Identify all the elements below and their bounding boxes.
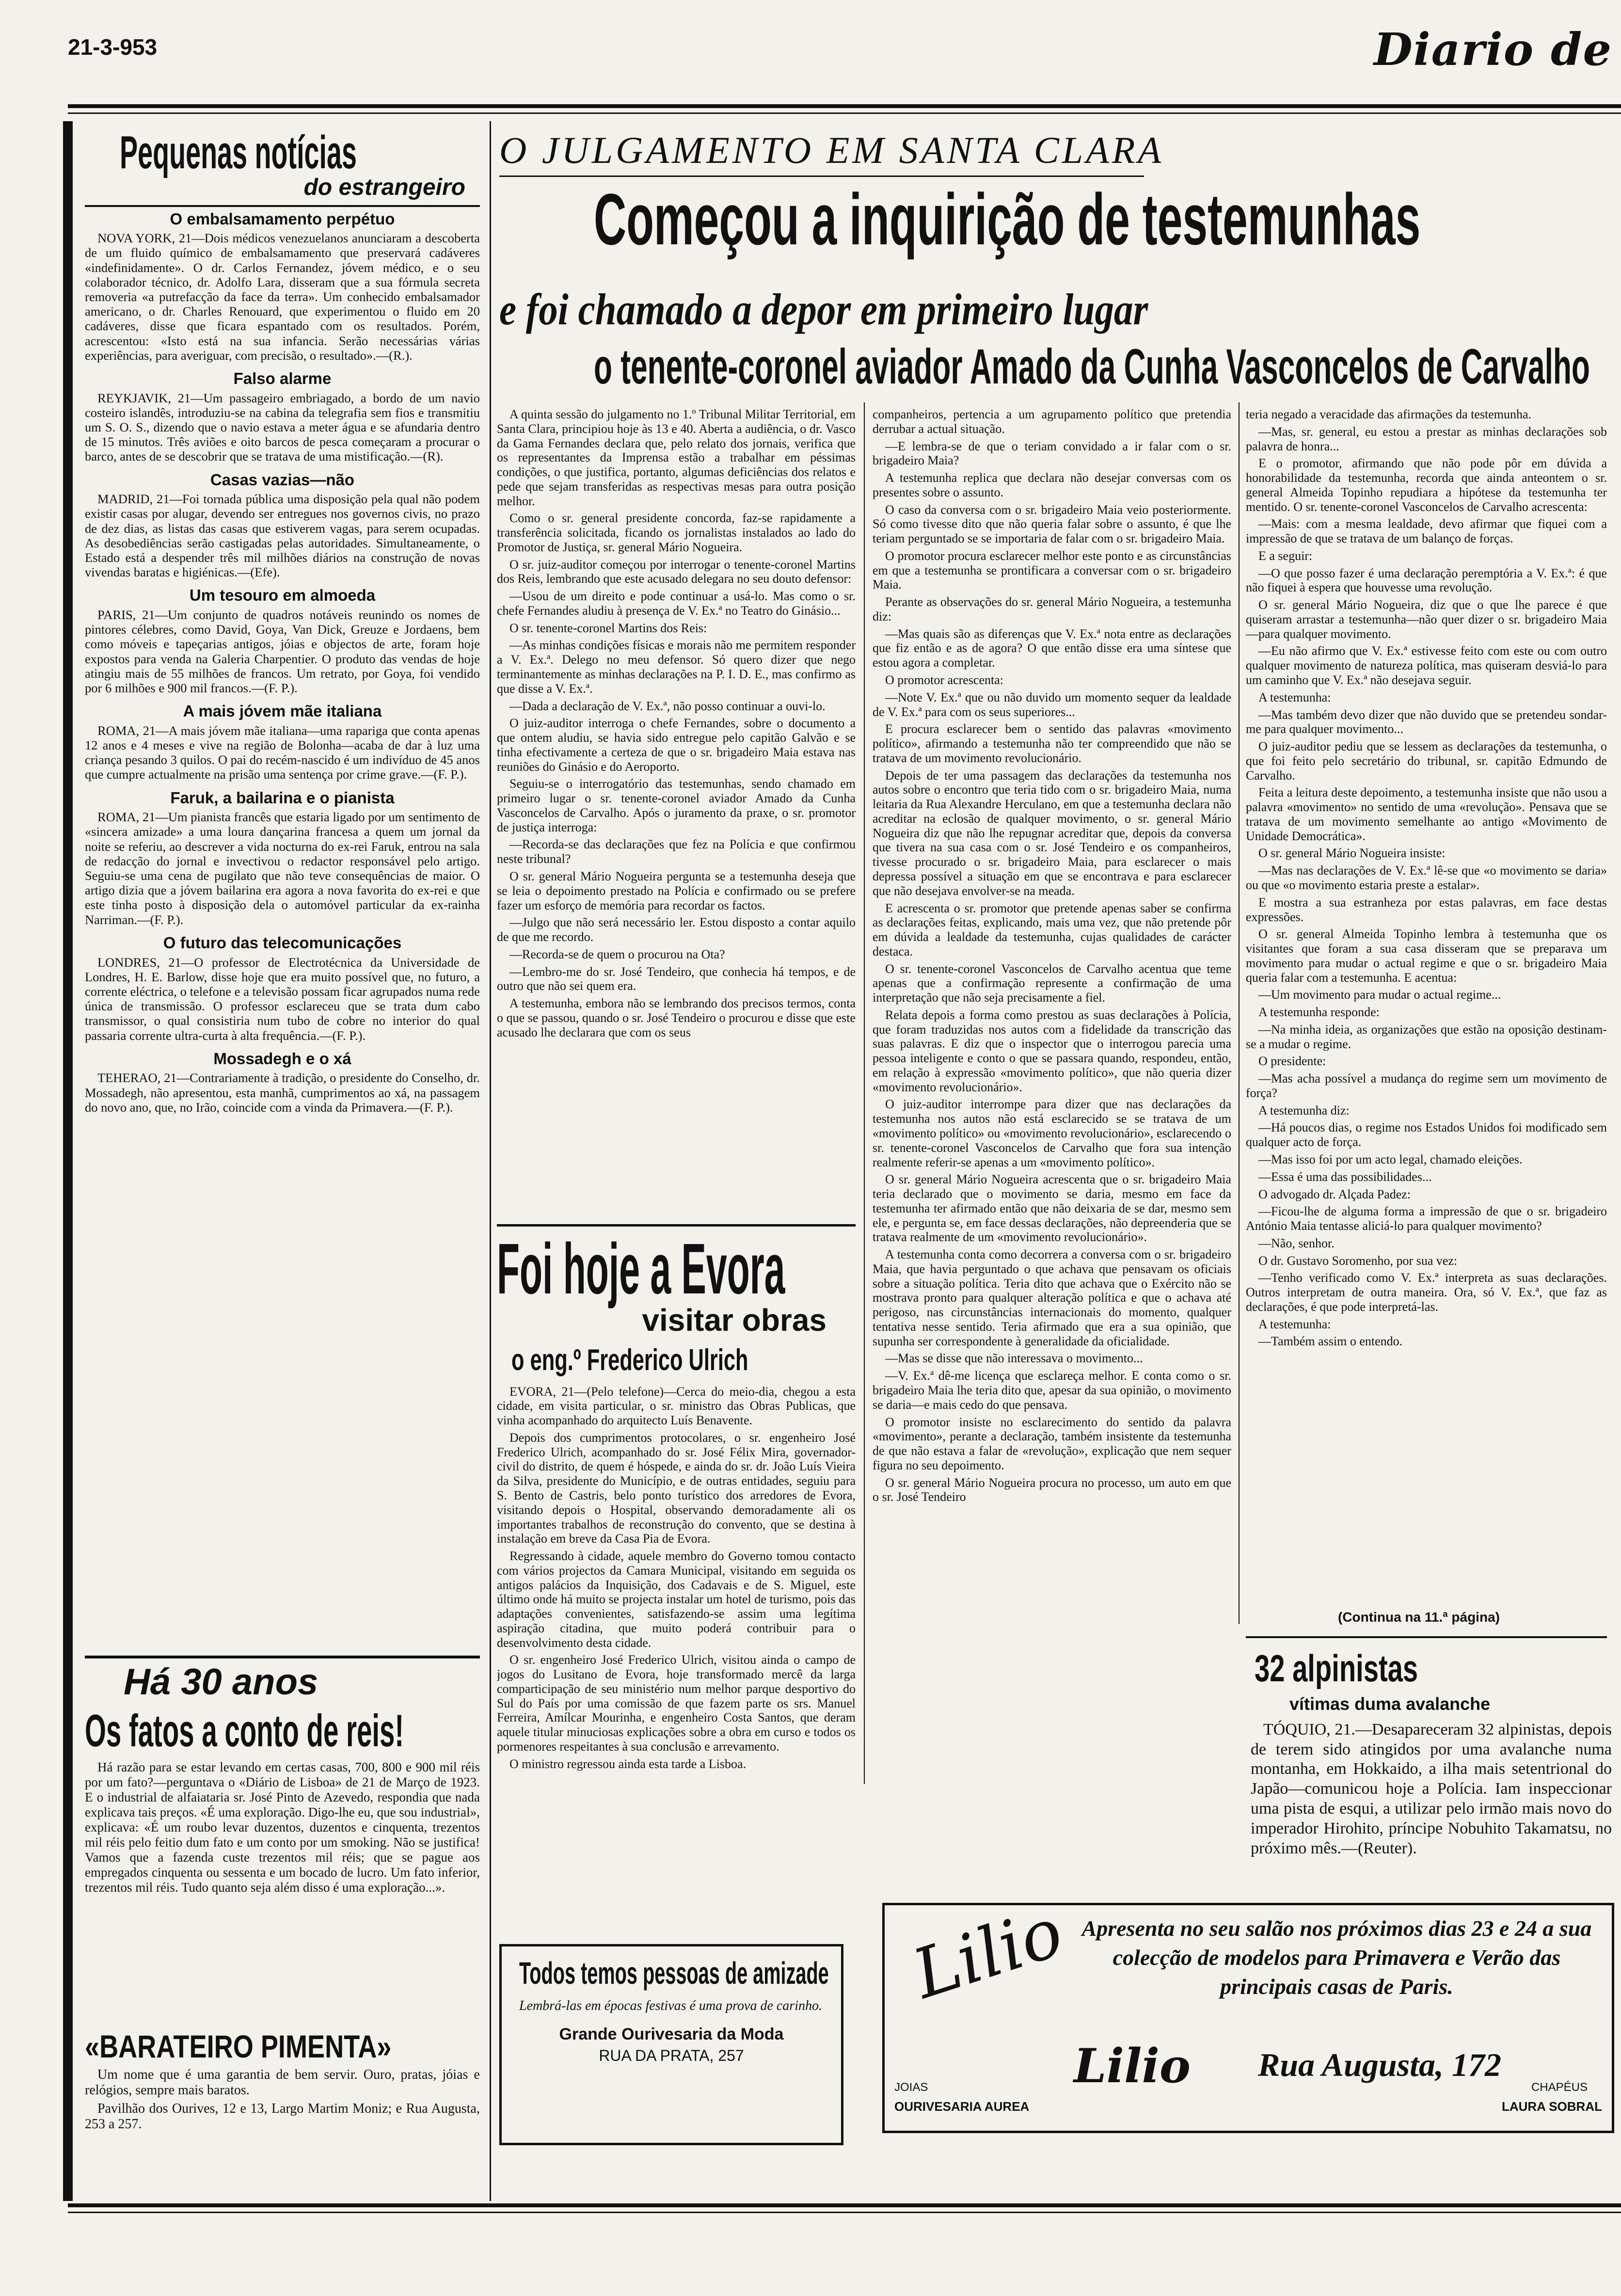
main-col-3-p: —Na minha ideia, as organizações que estão na oposição destinam-se a mudar o regime. <box>1246 1022 1607 1051</box>
main-col-3-p: —Ficou-lhe de alguma forma a impressão de que o sr. brigadeiro António Maia tentasse aliciá-lo para qualquer movimento? <box>1246 1204 1607 1233</box>
ad-barateiro-text: Um nome que é uma garantia de bem servir. Ouro, pratas, jóias e relógios, sempre mais baratos. <box>85 2067 480 2098</box>
main-col-3-p: O sr. general Mário Nogueira, diz que o que lhe parece é que quiseram arrastar a testemunha—não quer dizer o sr. brigadeiro Maia—para qualquer movimento. <box>1246 598 1607 641</box>
news-item-head: O embalsamamento perpétuo <box>170 209 395 228</box>
continua-rule <box>1246 1636 1607 1638</box>
evora-headline: Foi hoje a Evora <box>497 1231 785 1309</box>
main-col-1 <box>497 407 856 1219</box>
news-item-head: Um tesouro em almoeda <box>189 586 376 605</box>
main-col-3-p: O sr. general Mário Nogueira insiste: <box>1258 846 1446 861</box>
main-col-3-p: —Um movimento para mudar o actual regime... <box>1258 988 1501 1002</box>
main-col-3-p: A testemunha diz: <box>1258 1103 1350 1117</box>
main-col-2-p: companheiros, pertencia a um agrupamento político que pretendia derrubar a actual situação. <box>873 407 1231 436</box>
main-col-2-p: Relata depois a forma como prestou as suas declarações à Polícia, que foram traduzidas nos autos com a fidelidade da transcrição das suas palavras. E diz que o inspector que o interrogou parecia uma pessoa inteligente e conto o que se passara quando, respondeu, então, em relação à expressão «movimento político», que não queria dizer «movimento revolucionário». <box>873 1007 1231 1094</box>
main-col-3-p: —Mas também devo dizer que não duvido que se pretendeu sondar-me para qualquer movimento... <box>1246 707 1607 736</box>
ad-ourivesaria-text: Lembrá-las em épocas festivas é uma prova de carinho. <box>519 1998 822 2013</box>
main-col-2-p: O sr. tenente-coronel Vasconcelos de Carvalho acentua que teme apenas que a confirmação represente a confirmação de uma interpretação que não seja precisamente a fiel. <box>873 961 1231 1005</box>
main-col-3-p: —Mas acha possível a mudança do regime sem um movimento de força? <box>1246 1071 1607 1100</box>
ad-lilio-left-label1: JOIAS <box>894 2081 928 2094</box>
main-col-3-p: E o promotor, afirmando que não pode pôr em dúvida a honorabilidade da testemunha, recorda que ainda anteontem o sr. general Almeida Topinho repudiara a hipótese da testemunha ter mentido. O sr. tenente-coronel Vasconcelos de Carvalho acrescenta: <box>1246 456 1607 514</box>
ad-lilio-address: Rua Augusta, 172 <box>1258 2046 1501 2083</box>
main-kicker: O JULGAMENTO EM SANTA CLARA <box>499 129 1164 171</box>
news-item-text: NOVA YORK, 21—Dois médicos venezuelanos anunciaram a descoberta de um fluido químico de embalsamamento que preservará cadáveres «indefinidamente». O dr. Carlos Fernandez, jóvem médico, e o seu colaborador técnico, dr. Adolfo Lara, disseram que a sua fórmula secreta removeria «a putrefacção da face da terra». Um conhecido embalsamador americano, o dr. Charles Renouard, que experimentou o fluido em 20 cadáveres, disse que ficara espantado com os resultados. Porém, acrescentou: «Isto está na sua infancia. Serão necessárias várias experiências, para averiguar, com precisão, o resultado».—(R.). <box>85 231 480 363</box>
main-col-2-p: O promotor procura esclarecer melhor este ponto e as circunstâncias em que a testemunha se prontificara a conversar com o sr. brigadeiro Maia. <box>873 548 1231 592</box>
ad-lilio-left-label2: OURIVESARIA AUREA <box>894 2099 1030 2114</box>
main-col-1-p: O juiz-auditor interroga o chefe Fernandes, sobre o documento a que ontem aludiu, se havia sido entregue pelo capitão Galvão e se tinha efectivamente a certeza de que o sr. brigadeiro Maia estava nas reuniões do Ginásio e do Aeroporto. <box>497 716 856 774</box>
news-item <box>85 789 480 927</box>
news-item-head: O futuro das telecomunicações <box>163 933 402 952</box>
main-col-2-p: Depois de ter uma passagem das declarações da testemunha nos autos sobre o encontro que teria tido com o sr. brigadeiro Maia, numa leitaria da Rua Alexandre Herculano, em que a testemunha declara não acreditar na eclosão de qualquer movimento, o sr. general Mário Nogueira diz que não lhe repugnar acreditar que, depois da conversa que tivera na sua casa com o sr. José Tendeiro e os companheiros, tivesse procurado o sr. brigadeiro Maia, para esclarecer o mais depressa possível a situação em que se encontrava e para esclarecer que não desejava envolver-se na meada. <box>873 768 1231 898</box>
main-col-3-p: —Mais: com a mesma lealdade, devo afirmar que fiquei com a impressão de que se tratava de um balanço de forças. <box>1246 517 1607 546</box>
main-col-3-p: —O que posso fazer é uma declaração peremptória a V. Ex.ª: é que não fiquei à espera que houvesse uma revolução. <box>1246 566 1607 595</box>
main-col-3-p: O dr. Gustavo Soromenho, por sua vez: <box>1258 1253 1458 1268</box>
main-col-1-p: —Recorda-se das declarações que fez na Polícia e que confirmou neste tribunal? <box>497 837 856 866</box>
left-column-bar <box>63 121 73 2201</box>
main-col-1-p: O sr. tenente-coronel Martins dos Reis: <box>509 621 707 635</box>
main-col-3-p: —Também assim o entendo. <box>1258 1334 1403 1349</box>
main-col-2-p: O juiz-auditor interrompe para dizer que nas declarações da testemunha nos autos não está esclarecido se se tratava de um «movimento político» ou «movimento revolucionário», esclarecendo o sr. tenente-coronel Vasconcelos de Carvalho que fora sua intenção realmente referir-se apenas a um «movimento político». <box>873 1097 1231 1169</box>
main-col-3-p: O juiz-auditor pediu que se lessem as declarações da testemunha, o que foi feito pelo secretário do tribunal, sr. capitão Edmundo de Carvalho. <box>1246 739 1607 782</box>
main-col-2-p: O sr. general Mário Nogueira procura no processo, um auto em que o sr. José Tendeiro <box>873 1475 1231 1504</box>
news-item <box>85 1050 480 1115</box>
main-col-divider-2 <box>1239 402 1240 1624</box>
main-col-2-p: —Mas se disse que não interessava o movimento... <box>885 1351 1143 1366</box>
news-item-text: TEHERAO, 21—Contrariamente à tradição, o presidente do Conselho, dr. Mossadegh, não apresentou, esta manhã, cumprimentos ao xá, na passagem do novo ano, que, no Irão, coincide com a vinda da Primavera.—(F. P.). <box>85 1070 480 1115</box>
main-col-1-p: —Lembro-me do sr. José Tendeiro, que conhecia há tempos, e de outro que não sei quem era. <box>497 964 856 993</box>
ha-30-anos-title: Os fatos a conto de reis! <box>85 1705 404 1756</box>
alpinistas-subtitle: vítimas duma avalanche <box>1289 1693 1491 1714</box>
evora-p: Regressando à cidade, aquele membro do Governo tomou contacto com vários projectos da Camara Municipal, visitando em seguida os antigos palácios da Inquisição, dos Cadavais e de S. Miguel, este último onde há muito se projecta instalar um hotel de turismo, pois das adaptações convenientes, satisfazendo-se assim uma legítima aspiração citadina, que muito poderá contribuir para o desenvolvimento desta cidade. <box>497 1549 856 1650</box>
news-item <box>85 702 480 781</box>
evora-top-rule <box>497 1224 856 1227</box>
main-col-3-p: A testemunha: <box>1258 1317 1331 1331</box>
main-col-3-p: —Tenho verificado como V. Ex.ª interpreta as suas declarações. Outros interpretam de outra maneira. Ora, só V. Ex.ª, que faz as declarações, é que pode interpretá-las. <box>1246 1271 1607 1314</box>
evora-p: O sr. engenheiro José Frederico Ulrich, visitou ainda o campo de jogos do Lusitano de Evora, hoje transformado mercê da larga comparticipação de seu ministério num melhor parque desportivo do Sul do País por uma comissão de que fazem parte os srs. Manuel Ferreira, Amílcar Mourinha, e engenheiro Costa Santos, que deram aquele titular minuciosas explicações sobre a obra em curso e todos os pormenores respeitantes à sua conclusão e arrevamento. <box>497 1653 856 1754</box>
main-col-1-p: Como o sr. general presidente concorda, faz-se rapidamente a transferência solicitada, ficando os jornalistas instalados ao lado do Promotor de Justiça, sr. general Mário Nogueira. <box>497 511 856 554</box>
main-col-2-p: E acrescenta o sr. promotor que pretende apenas saber se confirma as declarações feitas, explicando, mais uma vez, que não pretende pôr em dúvida a lealdade da testemunha, cujas qualidades de carácter destaca. <box>873 901 1231 958</box>
main-col-1-p: A testemunha, embora não se lembrando dos precisos termos, conta o que se passou, quando o sr. José Tendeiro o procurou e disse que este acusado lhe declarara que com os seus <box>497 996 856 1039</box>
ad-ourivesaria <box>499 1944 843 2145</box>
news-item <box>85 471 480 580</box>
evora-p: O ministro regressou ainda esta tarde a Lisboa. <box>509 1756 747 1771</box>
evora-story <box>497 1231 856 1934</box>
main-col-2-p: O promotor acrescenta: <box>885 673 1004 687</box>
main-col-3-p: —Mas nas declarações de V. Ex.ª lê-se que «o movimento se daria» ou que «o movimento estaria preste a estalar». <box>1246 863 1607 892</box>
alpinistas-story <box>1251 1646 1612 1898</box>
main-col-3-p: A testemunha: <box>1258 690 1331 704</box>
main-col-3-p: teria negado a veracidade das afirmações da testemunha. <box>1246 407 1532 421</box>
ad-lilio-logo-2: Lilio <box>1074 2039 1191 2093</box>
main-col-1-p: Seguiu-se o interrogatório das testemunhas, sendo chamado em primeiro lugar o sr. tenente-coronel aviador Amado da Cunha Vasconcelos de Carvalho. Após o juramento da praxe, o sr. promotor de justiça interroga: <box>497 777 856 834</box>
main-headline: Começou a inquirição de testemunhas <box>594 178 1421 260</box>
ad-ourivesaria-address: RUA DA PRATA, 257 <box>599 2046 744 2064</box>
main-col-3-p: E mostra a sua estranheza por estas palavras, em face destas expressões. <box>1246 895 1607 924</box>
left-column-title: Pequenas notícias <box>120 128 357 178</box>
news-item <box>85 369 480 464</box>
main-col-1-p: —Dada a declaração de V. Ex.ª, não posso continuar a ouvi-lo. <box>509 699 826 713</box>
main-col-1-p: —As minhas condições físicas e morais não me permitem responder a V. Ex.ª. Delego no meu defensor. Só quero dizer que nego terminantemente as minhas declarações na P. I. D. E., mas confirmo as que disse a V. Ex.ª. <box>497 638 856 696</box>
ad-lilio <box>882 1892 1614 2133</box>
main-col-3-p: Feita a leitura deste depoimento, a testemunha insiste que não usou a palavra «movimento» no sentido de uma «revolução». Pensava que se tratava de um movimento semelhante ao antigo «Movimento de Unidade Democrática». <box>1246 785 1607 843</box>
main-col-divider-1 <box>864 402 865 1784</box>
main-col-1-p: —Usou de um direito e pode continuar a usá-lo. Mas como o sr. chefe Fernandes aludiu à presença de V. Ex.ª no Teatro do Ginásio... <box>497 589 856 618</box>
header-rule-bottom <box>68 112 1621 114</box>
main-col-2-p: O promotor insiste no esclarecimento do sentido da palavra «movimento», perante a declaração, também insistente da testemunha de que não estava a falar de «revolução», explicação que nem sequer figura no seu depoimento. <box>873 1415 1231 1472</box>
newspaper-title: Diario de <box>1373 23 1612 76</box>
main-col-1-p: —Recorda-se de quem o procurou na Ota? <box>509 947 725 961</box>
news-item <box>85 210 480 363</box>
continua-note: (Continua na 11.ª página) <box>1338 1610 1500 1625</box>
evora-subhead2: o eng.º Frederico Ulrich <box>511 1343 748 1377</box>
main-col-3-p: E a seguir: <box>1258 548 1313 563</box>
main-col-2-p: E procura esclarecer bem o sentido das palavras «movimento político», afirmando a testemunha não ter compreendido que não se tratava de um movimento revolucionário. <box>873 722 1231 765</box>
main-col-3-p: —Eu não afirmo que V. Ex.ª estivesse feito com este ou com outro qualquer movimento de natureza política, mas quiseram desviá-lo para um caminho que V. Ex.ª não desejava seguir. <box>1246 644 1607 687</box>
ad-ourivesaria-name: Grande Ourivesaria da Moda <box>559 2025 784 2043</box>
page-date: 21-3-953 <box>68 34 158 60</box>
main-col-3-p: —Mas, sr. general, eu estou a prestar as minhas declarações sob palavra de honra... <box>1246 424 1607 453</box>
left-column-subtitle: do estrangeiro <box>303 174 465 200</box>
ha-30-anos-rule <box>85 1656 480 1658</box>
main-col-2-p: A testemunha conta como decorrera a conversa com o sr. brigadeiro Maia, que havia perguntado o que achava que pensavam os oficiais sobre a situação política. Teria dito que achava que o Exército não se mostrava pronto para qualquer alteração política e que o achava até perigoso, nas circunstâncias internacionais do momento, qualquer tentativa nesse sentido. Teria afirmado que era a sua opinião, que supunha ser correspondente à generalidade da oficialidade. <box>873 1247 1231 1348</box>
main-col-2-p: —Mas quais são as diferenças que V. Ex.ª nota entre as declarações que fiz então e as de agora? O que então disse era uma síntese que estou agora a completar. <box>873 626 1231 670</box>
left-column <box>85 128 480 1651</box>
main-subhead2: o tenente-coronel aviador Amado da Cunha Vasconcelos de Carvalho <box>594 339 1590 394</box>
ad-barateiro-address: Pavilhão dos Ourives, 12 e 13, Largo Martim Moniz; e Rua Augusta, 253 a 257. <box>85 2101 480 2132</box>
header-rule-top <box>68 104 1621 108</box>
main-subhead: e foi chamado a depor em primeiro lugar <box>499 285 1148 334</box>
main-col-2-p: —V. Ex.ª dê-me licença que esclareça melhor. E conta como o sr. brigadeiro Maia lhe teria dito que, apesar da sua opinião, o movimento se daria—e mais cedo do que pensava. <box>873 1369 1231 1412</box>
main-col-3-p: O sr. general Almeida Topinho lembra à testemunha que os visitantes que foram a sua casa disseram que se preparava um movimento para mudar o actual regime e que o sr. brigadeiro Maia queria falar com a testemunha. E acentua: <box>1246 927 1607 985</box>
main-col-3-p: —Mas isso foi por um acto legal, chamado eleições. <box>1258 1152 1523 1166</box>
news-item <box>85 934 480 1043</box>
main-col-1-p: O sr. juiz-auditor começou por interrogar o tenente-coronel Martins dos Reis, lembrando que este acusado delegara no seu douto defensor: <box>497 557 856 586</box>
news-item-head: A mais jóvem mãe italiana <box>183 702 382 720</box>
news-item-text: REYKJAVIK, 21—Um passageiro embriagado, a bordo de um navio costeiro islandês, introduziu-se na cabina da telegrafia sem fios e transmitiu um S. O. S., dizendo que o navio estava a meter água e se afundaria dentro de 15 minutos. Três aviões e oito barcos de pesca começaram a procurar o barco, antes de se descobrir que se tratava de uma mistificação.—(R). <box>85 390 480 464</box>
main-kicker-rule <box>499 175 1144 177</box>
main-col-3 <box>1246 407 1607 1605</box>
left-column-title-rule <box>85 205 480 207</box>
ad-lilio-logo: Lilio <box>904 1892 1072 2015</box>
footer-rule-top <box>68 2203 1621 2207</box>
main-col-2-p: —E lembra-se de que o teriam convidado a ir falar com o sr. brigadeiro Maia? <box>873 439 1231 468</box>
main-col-1-p: —Julgo que não será necessário ler. Estou disposto a contar aquilo de que me recordo. <box>497 915 856 944</box>
alpinistas-text: TÓQUIO, 21.—Desapareceram 32 alpinistas, depois de terem sido atingidos por uma avalanche numa montanha, em Hokkaido, a ilha mais setentrional do Japão—comunicou hoje a Polícia. Iam inspeccionar uma pista de esqui, a utilizar pelo irmão mais novo do imperador Hirohito, príncipe Nobuhito Takamatsu, no próximo mês.—(Reuter). <box>1251 1720 1612 1857</box>
ha-30-anos <box>85 1663 480 2022</box>
ha-30-anos-head: Há 30 anos <box>124 1663 318 1703</box>
news-item-text: LONDRES, 21—O professor de Electrotécnica da Universidade de Londres, H. E. Barlow, disse hoje que era muito possível que, no futuro, a corrente eléctrica, o telefone e a televisão possam ficar agrupados numa rede única de transmissão. O professor esclareceu que se trata dum cabo transmissor, o qual consistiria num tubo de cobre no interior do qual passaria corrente ultra-curta à alta frequência.—(F. P.). <box>85 955 480 1043</box>
main-col-3-p: A testemunha responde: <box>1258 1005 1380 1020</box>
main-col-2-p: Perante as observações do sr. general Mário Nogueira, a testemunha diz: <box>873 595 1231 623</box>
ad-barateiro <box>85 2029 480 2189</box>
evora-p: EVORA, 21—(Pelo telefone)—Cerca do meio-dia, chegou a esta cidade, em visita particular, o sr. ministro das Obras Publicas, que vinha acompanhado do arquitecto Luís Benavente. <box>497 1384 856 1428</box>
news-item-text: ROMA, 21—Um pianista francês que estaria ligado por um sentimento de «sincera amizade» a uma loura dançarina francesa a quem um jornal da noite se referiu, ao descrever a vida nocturna do ex-rei Faruk, entrou na sala de redacção do jornal e invectivou o redactor responsável pelo artigo. Seguiu-se uma cena de pugilato que não teve consequências de maior. O artigo dizia que a jóvem bailarina era agora a nova favorita do ex-rei e que este tinha posto à disposição dela o automóvel particular da ex-rainha Narriman.—(F. P.). <box>85 810 480 927</box>
main-col-2 <box>873 407 1231 1803</box>
ad-lilio-right-label1: CHAPÉUS <box>1531 2081 1588 2094</box>
main-col-3-p: —Não, senhor. <box>1258 1236 1335 1250</box>
ad-lilio-right-label2: LAURA SOBRAL <box>1501 2099 1602 2114</box>
footer-rule-bottom <box>68 2212 1621 2213</box>
news-item <box>85 586 480 695</box>
main-col-3-p: O advogado dr. Alçada Padez: <box>1258 1187 1411 1201</box>
main-col-3-p: —Há poucos dias, o regime nos Estados Unidos foi modificado sem qualquer acto de força. <box>1246 1120 1607 1149</box>
ad-lilio-text: Apresenta no seu salão nos próximos dias 23 e 24 a sua colecção de modelos para Primavera e Verão das principais casas de Paris. <box>1081 1916 1592 1999</box>
ad-barateiro-title: «BARATEIRO PIMENTA» <box>85 2029 392 2064</box>
main-col-2-p: —Note V. Ex.ª que ou não duvido um momento sequer da lealdade de V. Ex.ª para com os seus superiores... <box>873 690 1231 719</box>
news-item-head: Falso alarme <box>233 369 332 387</box>
news-item-head: Mossadegh e o xá <box>213 1049 351 1068</box>
main-col-3-p: —Essa é uma das possibilidades... <box>1258 1169 1432 1184</box>
news-item-head: Casas vazias—não <box>210 470 355 489</box>
main-col-2-p: O caso da conversa com o sr. brigadeiro Maia veio posteriormente. Só como tivesse dito que não queria falar sobre o assunto, é que lhe teriam perguntado se se importaria de falar com o sr. brigadeiro Maia. <box>873 502 1231 546</box>
main-col-1-p: A quinta sessão do julgamento no 1.º Tribunal Militar Territorial, em Santa Clara, principiou hoje às 13 e 40. Aberta a audiência, o dr. Vasco da Gama Fernandes declara que, pelo relato dos jornais, verifica que os representantes da Imprensa estão a trabalhar em péssimas condições, o que justifica, portanto, algumas deficiências dos relatos e pede que sejam transferidas as respectivas mesas para outra posição melhor. <box>497 407 856 508</box>
ha-30-anos-text: Há razão para se estar levando em certas casas, 700, 800 e 900 mil réis por um fato?—perguntava o «Diário de Lisboa» de 21 de Março de 1923. E o industrial de alfaiataria sr. José Pinto de Azevedo, respondia que nada explicava tais preços. «É uma exploração. Digo-lhe eu, que sou industrial», explicava: «É um roubo levar duzentos, duzentos e cinquenta, trezentos mil réis pelo feitio dum fato e um conto por um smoking. Não se justifica! Vamos que a fazenda custe trezentos mil réis; que se pague aos empregados cinquenta ou sessenta e um bocado de lucro. Um fato inferior, trezentos mil réis. Tudo quanto seja além disso é uma exploração...». <box>85 1759 480 1895</box>
news-item-text: MADRID, 21—Foi tornada pública uma disposição pela qual não podem existir casas por alugar, devendo ser entregues nos governos civis, no prazo de dez dias, as listas das casas que estiverem vagas, para serem ocupadas. As desobediências serão castigadas pelas autoridades. Simultaneamente, o Estado está a despender três mil milhões diários na construção de novas vivendas baratas e higiénicas.—(Efe). <box>85 492 480 580</box>
main-col-2-p: A testemunha replica que declara não desejar conversas com os presentes sobre o assunto. <box>873 471 1231 499</box>
evora-subhead: visitar obras <box>642 1303 826 1338</box>
left-column-divider <box>490 121 491 2201</box>
ad-ourivesaria-title: Todos temos pessoas de amizade <box>519 1956 829 1991</box>
main-col-3-p: O presidente: <box>1258 1054 1326 1068</box>
alpinistas-title: 32 alpinistas <box>1255 1647 1418 1690</box>
news-item-head: Faruk, a bailarina e o pianista <box>170 788 395 807</box>
news-item-text: ROMA, 21—A mais jóvem mãe italiana—uma rapariga que conta apenas 12 anos e 4 meses e vive na região de Bolonha—acaba de dar à luz uma criança pesando 3 quilos. O pai do recém-nascido é um indivíduo de 45 anos que cumpre actualmente na prisão uma sentença por crime grave.—(F. P.). <box>85 723 480 782</box>
main-col-1-p: O sr. general Mário Nogueira pergunta se a testemunha deseja que se leia o depoimento prestado na Polícia e confirmado ou se prefere fazer um esforço de memória para recordar os factos. <box>497 869 856 912</box>
news-item-text: PARIS, 21—Um conjunto de quadros notáveis reunindo os nomes de pintores célebres, como David, Goya, Van Dick, Greuze e Jordaens, bem como móveis e tapeçarias antigos, jóias e objectos de arte, foram hoje expostos para venda na Galeria Charpentier. O produto das vendas de hoje atingiu mais de 55 milhões de francos. Um retrato, por Goya, foi vendido por 6 milhões e 900 mil francos.—(F. P.). <box>85 607 480 696</box>
main-col-2-p: O sr. general Mário Nogueira acrescenta que o sr. brigadeiro Maia teria declarado que o movimento se daria, mesmo em face da testemunha ter afirmado então que não deixaria de se dar, mesmo sem ele, e pergunta se, em face dessas declarações, não depreenderia que se tratava realmente de um «movimento revolucionário». <box>873 1172 1231 1244</box>
evora-p: Depois dos cumprimentos protocolares, o sr. engenheiro José Frederico Ulrich, acompanhado do sr. José Félix Mira, governador-civil do distrito, de quem é hóspede, e ainda do sr. dr. João Luís Vieira da Silva, presidente do Município, e de outras entidades, seguiu para S. Bento de Castris, belo ponto turístico dos arredores de Evora, visitando depois o Hospital, observando demoradamente ali os importantes trabalhos de reconstrução do convento, que se destina à instalação em breve da Casa Pia de Evora. <box>497 1430 856 1546</box>
